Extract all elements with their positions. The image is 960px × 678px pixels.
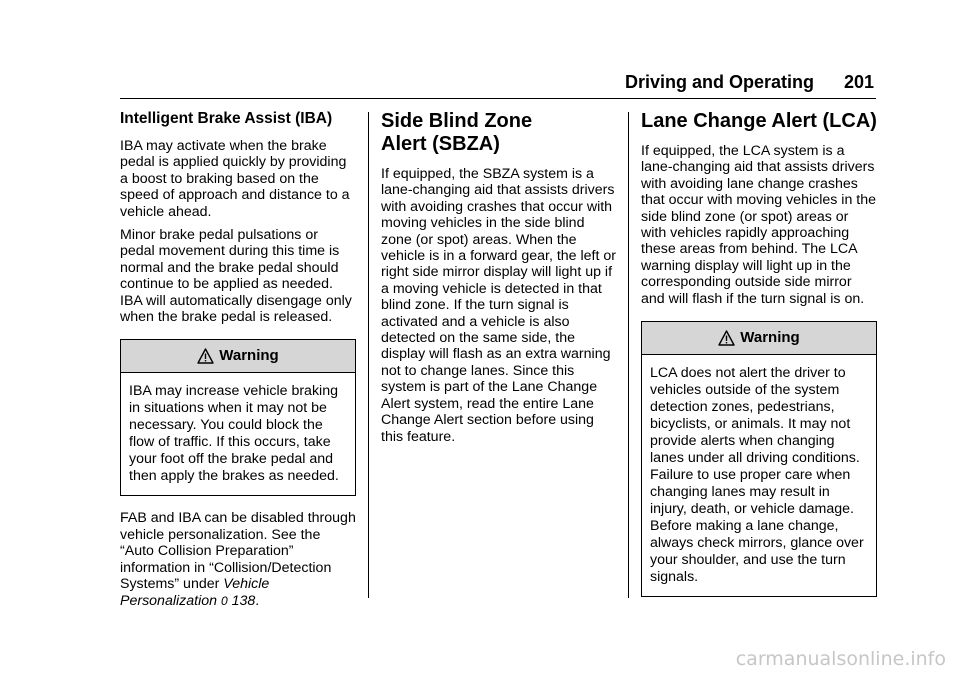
lca-warning-text: LCA does not alert the driver to vehicles outside of the system detection zones, pedestrians, bicyclists, or animals. It may not provide alerts when changing lanes under all driving conditions. Failure to use proper care when changing lanes may result in injury, death, or vehicle damage. Before making a lane change, always check mirrors, glance over your shoulder, and use the turn signals.	[650, 365, 864, 586]
iba-heading: Intelligent Brake Assist (IBA)	[120, 110, 333, 127]
sbza-heading	[381, 110, 617, 156]
column-lca	[641, 110, 877, 611]
section-title: Driving and Operating	[624, 72, 814, 92]
column-divider-2	[628, 112, 629, 598]
iba-paragraph-3-end: .	[255, 592, 260, 609]
iba-paragraph-3-text: FAB and IBA can be disabled through vehicle personalization. See the “Auto Collision Preparation” information in “Collision/Detection Systems” under	[120, 510, 356, 593]
sbza-paragraph-1: If equipped, the SBZA system is a lane-changing aid that assists drivers with avoiding crashes that occur with moving vehicles in the side blind zone (or spot) areas. When the vehicle is in a forward gear, the left or right side mirror display will light up if a moving vehicle is detected in that blind zone. If the turn signal is activated and a vehicle is also detected on the same side, the display will flash as an extra warning not to change lanes. Since this system is part of the Lane Change Alert system, read the entire Lane Change Alert section before using this feature.	[381, 166, 617, 445]
warning-triangle-icon	[718, 330, 735, 346]
iba-warning-header	[121, 340, 355, 373]
lca-heading: Lane Change Alert (LCA)	[641, 110, 877, 132]
lca-warning-header	[642, 322, 876, 355]
page-number: 201	[843, 72, 874, 92]
vehicle-personalization-link[interactable]: Vehicle Personalization	[120, 576, 270, 609]
page-reference-number[interactable]: 138	[231, 592, 256, 609]
iba-paragraph-3	[120, 510, 356, 608]
iba-warning-title: Warning	[219, 347, 279, 365]
warning-triangle-icon	[197, 348, 214, 364]
page-header	[120, 72, 876, 99]
lca-warning-title: Warning	[740, 328, 800, 346]
watermark: carmanualsonline.info	[735, 648, 946, 670]
lca-warning-box	[641, 321, 877, 597]
iba-paragraph-1: IBA may activate when the brake pedal is applied quickly by providing a boost to braking based on the speed of approach and distance to a vehicle ahead.	[120, 138, 350, 220]
iba-paragraph-2: Minor brake pedal pulsations or pedal movement during this time is normal and the brake pedal should continue to be applied as needed. IBA will automatically disengage only when the brake pedal is released.	[120, 227, 352, 326]
iba-warning-box	[120, 339, 356, 496]
column-sbza	[381, 110, 617, 452]
iba-warning-text: IBA may increase vehicle braking in situations when it may not be necessary. You could block the flow of traffic. If this occurs, take your foot off the brake pedal and then apply the brakes as needed.	[129, 383, 339, 485]
column-divider-1	[368, 112, 369, 598]
lca-paragraph-1: If equipped, the LCA system is a lane-changing aid that assists drivers with avoiding lane change crashes that occur with moving vehicles in the side blind zone (or spot) areas or with vehicles rapidly approaching these areas from behind. The LCA warning display will light up in the corresponding outside side mirror and will flash if the turn signal is on.	[641, 143, 876, 307]
page-reference-icon: 0	[220, 593, 228, 608]
sbza-heading-line-2: Alert (SBZA)	[381, 133, 500, 155]
sbza-heading-line-1: Side Blind Zone	[381, 110, 533, 132]
column-iba	[120, 110, 356, 616]
